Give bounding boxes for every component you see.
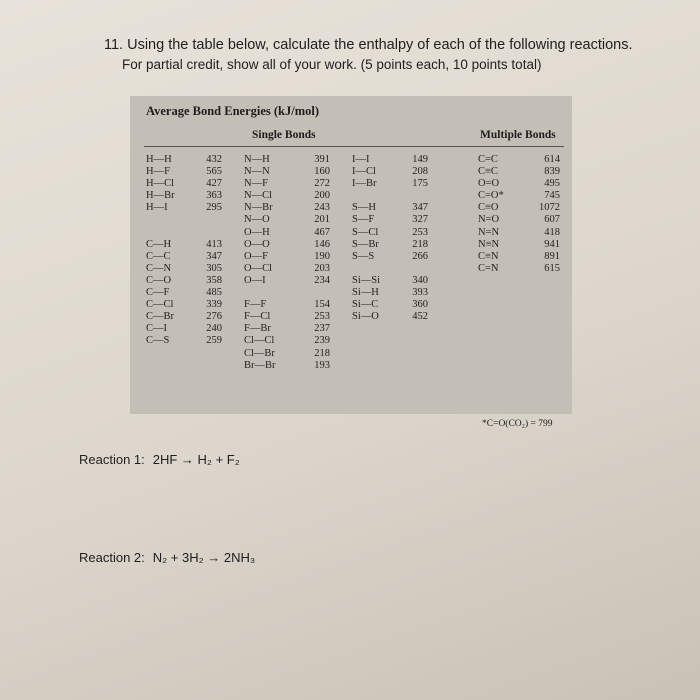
bond-energy: 941 xyxy=(544,238,560,250)
bond-label xyxy=(146,214,175,226)
bond-energy-table xyxy=(130,96,572,414)
bond-label xyxy=(352,190,380,202)
bond-label: H—I xyxy=(146,202,168,214)
bond-label: S—Br xyxy=(352,238,379,250)
bond-label: C—O xyxy=(146,274,172,286)
bond-label: C=C xyxy=(478,154,498,165)
col2-values xyxy=(300,154,330,372)
bond-label: C=O* xyxy=(478,190,504,202)
col3-bonds xyxy=(352,154,380,323)
bond-energy: 393 xyxy=(412,287,428,299)
col4-values xyxy=(530,154,560,275)
bond-label: C—F xyxy=(146,287,170,299)
bond-energy: 253 xyxy=(412,226,428,238)
bond-energy: 175 xyxy=(412,178,428,190)
bond-energy: 427 xyxy=(206,178,222,190)
bond-energy: 363 xyxy=(206,190,222,202)
bond-label: Si—O xyxy=(352,311,379,323)
bond-label: C—Cl xyxy=(146,299,174,311)
bond-energy: 1072 xyxy=(539,202,560,214)
bond-label: F—Br xyxy=(244,323,271,335)
bond-energy: 240 xyxy=(206,323,222,335)
bond-energy: 391 xyxy=(314,154,330,165)
bond-energy xyxy=(192,227,222,239)
bond-energy: 253 xyxy=(314,311,330,323)
bond-energy: 745 xyxy=(544,190,560,202)
bond-label: C=N xyxy=(478,262,499,274)
bond-energy: 495 xyxy=(544,178,560,190)
bond-label: N—F xyxy=(244,178,268,190)
bond-energy xyxy=(398,190,428,202)
bond-energy: 201 xyxy=(314,214,330,226)
bond-energy: 485 xyxy=(206,287,222,299)
bond-energy: 891 xyxy=(544,250,560,262)
bond-energy: 203 xyxy=(314,262,330,274)
table-title: Average Bond Energies (kJ/mol) xyxy=(146,104,320,118)
bond-label xyxy=(244,287,276,299)
col4-bonds xyxy=(478,154,504,275)
bond-label: I—I xyxy=(352,154,370,165)
bond-energy: 295 xyxy=(206,202,222,214)
bond-energy: 272 xyxy=(314,178,330,190)
bond-energy: 358 xyxy=(206,274,222,286)
bond-label: N—Br xyxy=(244,202,273,214)
bond-energy: 339 xyxy=(206,299,222,311)
bond-label: S—S xyxy=(352,250,375,262)
bond-energy: 305 xyxy=(206,262,222,274)
bond-label: C≡C xyxy=(478,166,498,178)
bond-energy: 452 xyxy=(412,311,428,323)
question-header xyxy=(104,36,644,74)
bond-energy: 839 xyxy=(544,166,560,178)
bond-energy: 340 xyxy=(412,274,428,286)
bond-label: Si—H xyxy=(352,287,379,299)
bond-label: N=N xyxy=(478,226,500,238)
bond-label: N=O xyxy=(478,214,500,226)
bond-label: H—Cl xyxy=(146,178,175,190)
bond-energy: 413 xyxy=(206,238,222,250)
bond-energy xyxy=(300,287,330,299)
bond-energy: 208 xyxy=(412,166,428,178)
bond-energy: 160 xyxy=(314,166,330,178)
reaction-2-label: Reaction 2: xyxy=(79,550,145,565)
bond-label xyxy=(352,263,380,275)
bond-energy: 360 xyxy=(412,299,428,311)
bond-energy xyxy=(192,214,222,226)
header-divider xyxy=(144,146,564,147)
bond-energy: 200 xyxy=(314,190,330,202)
bond-energy: 276 xyxy=(206,311,222,323)
bond-label: O—O xyxy=(244,238,270,250)
bond-label: N—Cl xyxy=(244,190,273,202)
col1-values xyxy=(192,154,222,348)
reaction-1 xyxy=(79,452,240,467)
bond-label: F—Cl xyxy=(244,311,271,323)
bond-energy: 327 xyxy=(412,214,428,226)
bond-label: Si—Si xyxy=(352,274,381,286)
bond-energy: 614 xyxy=(544,154,560,165)
bond-energy: 347 xyxy=(412,202,428,214)
bond-label: C—N xyxy=(146,262,172,274)
bond-label: C≡O xyxy=(478,202,499,214)
bond-label: F—F xyxy=(244,299,267,311)
bond-energy: 218 xyxy=(412,238,428,250)
bond-label: O—I xyxy=(244,274,266,286)
bond-label: I—Cl xyxy=(352,166,376,178)
question-line-1: 11. Using the table below, calculate the enthalpy of each of the following reactions. xyxy=(104,37,633,53)
question-line-2: For partial credit, show all of your work. (5 points each, 10 points total) xyxy=(122,57,542,72)
bond-label: Cl—Br xyxy=(244,347,275,359)
bond-label: C—S xyxy=(146,335,170,347)
bond-energy: 347 xyxy=(206,250,222,262)
bond-label: O—H xyxy=(244,226,270,238)
bond-energy: 193 xyxy=(314,359,330,371)
bond-energy: 467 xyxy=(314,226,330,238)
bond-label: C—Br xyxy=(146,311,175,323)
bond-label: C—H xyxy=(146,238,172,250)
reaction-2-equation: N₂ + 3H₂ → 2NH₃ xyxy=(152,550,256,565)
bond-label: H—H xyxy=(146,154,172,165)
col2-bonds xyxy=(244,154,276,372)
bond-energy: 149 xyxy=(412,154,428,165)
col3-values xyxy=(398,154,428,323)
bond-label xyxy=(146,227,175,239)
bond-label: O—F xyxy=(244,250,268,262)
bond-energy: 190 xyxy=(314,250,330,262)
bond-label: I—Br xyxy=(352,178,377,190)
bond-label: H—F xyxy=(146,166,170,178)
bond-energy: 615 xyxy=(544,262,560,274)
bond-label: N≡N xyxy=(478,238,500,250)
bond-energy: 218 xyxy=(314,347,330,359)
col1-bonds xyxy=(146,154,175,348)
bond-label: Si—C xyxy=(352,299,379,311)
bond-energy: 243 xyxy=(314,202,330,214)
bond-label: Br—Br xyxy=(244,359,276,371)
bond-energy: 259 xyxy=(206,335,222,347)
single-bonds-header: Single Bonds xyxy=(252,129,316,141)
bond-energy: 237 xyxy=(314,323,330,335)
bond-label: N—H xyxy=(244,154,270,165)
bond-label: C—I xyxy=(146,323,167,335)
bond-label: N—O xyxy=(244,214,270,226)
bond-label: C—C xyxy=(146,250,171,262)
multiple-bonds-header: Multiple Bonds xyxy=(480,129,556,141)
reaction-1-equation: 2HF → H₂ + F₂ xyxy=(152,452,240,467)
bond-energy: 154 xyxy=(314,299,330,311)
bond-label: C≡N xyxy=(478,250,499,262)
bond-label: O=O xyxy=(478,178,500,190)
bond-energy: 266 xyxy=(412,250,428,262)
bond-label: S—F xyxy=(352,214,375,226)
bond-energy: 234 xyxy=(314,274,330,286)
bond-energy: 239 xyxy=(314,335,330,347)
bond-energy: 146 xyxy=(314,238,330,250)
reaction-2 xyxy=(79,550,255,565)
bond-label: H—Br xyxy=(146,190,175,202)
bond-energy: 607 xyxy=(544,214,560,226)
bond-label: Cl—Cl xyxy=(244,335,275,347)
bond-label: O—Cl xyxy=(244,262,273,274)
bond-energy xyxy=(398,263,428,275)
bond-energy: 418 xyxy=(544,226,560,238)
bond-label: S—H xyxy=(352,202,376,214)
bond-label: S—Cl xyxy=(352,226,379,238)
bond-label: N—N xyxy=(244,166,270,178)
bond-energy: 565 xyxy=(206,166,222,178)
bond-energy: 432 xyxy=(206,154,222,165)
table-footnote: *C=O(CO₂) = 799 xyxy=(482,419,553,429)
reaction-1-label: Reaction 1: xyxy=(79,452,145,467)
